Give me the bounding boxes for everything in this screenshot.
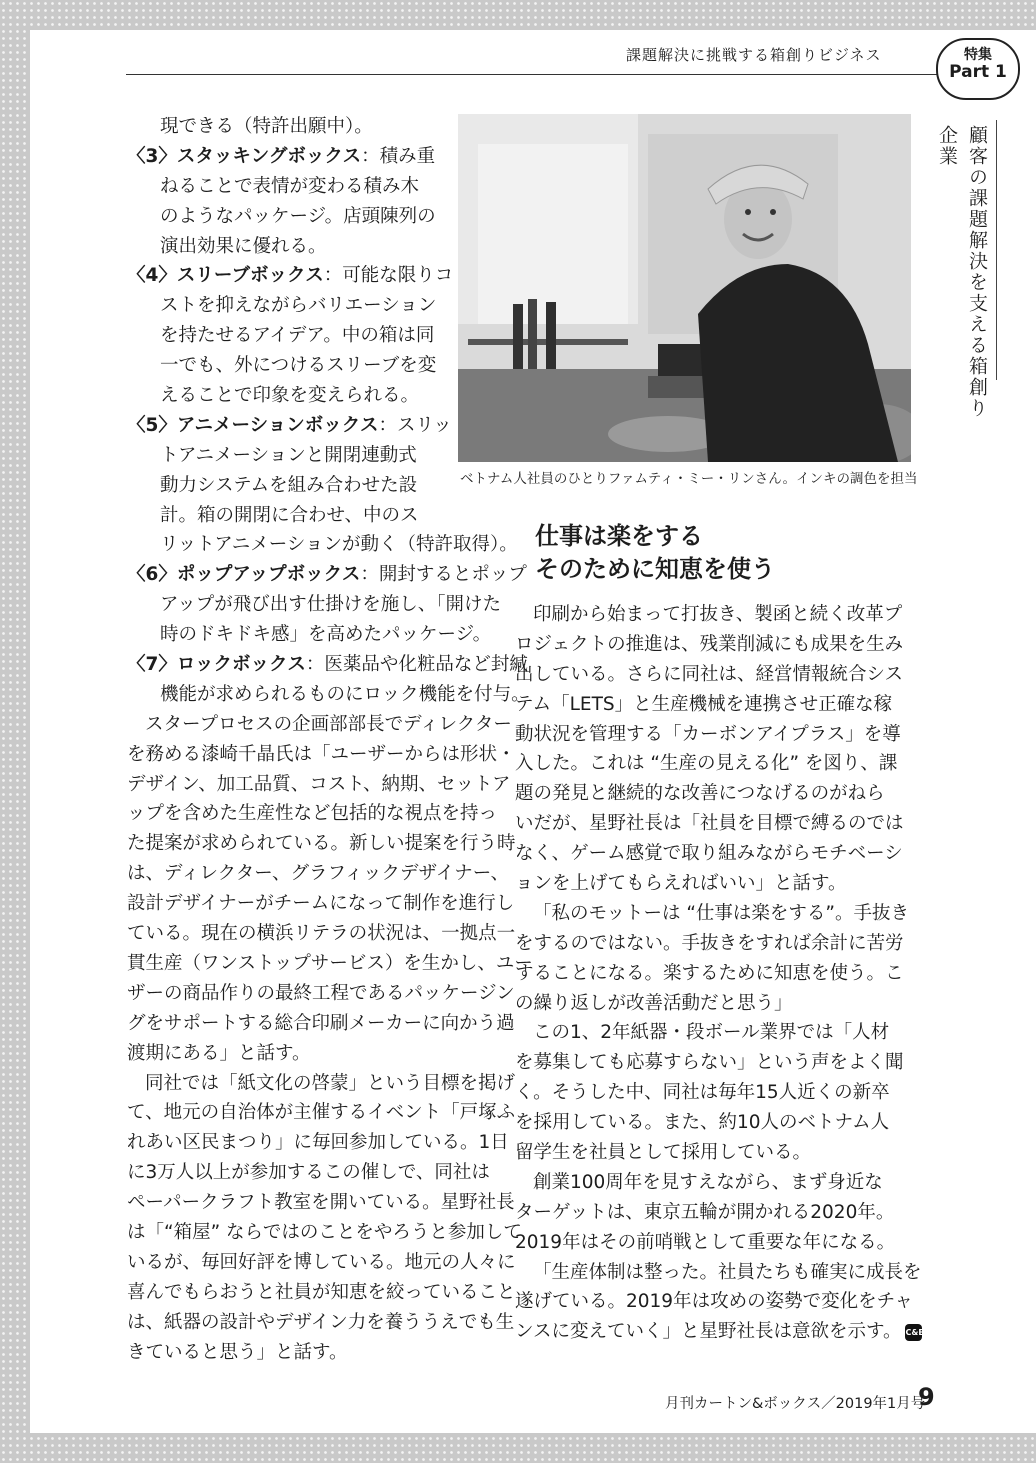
text-line <box>127 859 533 889</box>
end-mark-icon: C&B <box>905 1324 922 1341</box>
line-text: ップを含めた生産性など包括的な視点を持っ <box>127 803 498 825</box>
text-line <box>127 829 533 859</box>
line-text: 動状況を管理する「カーボンアイプラス」を導 <box>515 723 901 745</box>
text-line <box>127 1098 533 1128</box>
line-text: ：スリッ <box>378 414 452 436</box>
text-line <box>515 1317 925 1347</box>
text-line <box>127 1069 533 1099</box>
line-text: ザーの商品作りの最終工程であるパッケージン <box>127 982 515 1004</box>
line-text: 「私のモットーは “仕事は楽をする”。手抜き <box>533 902 909 924</box>
text-line <box>127 650 533 680</box>
publication-info: 月刊カートン&ボックス／2019年1月号 <box>665 1396 926 1412</box>
text-line <box>515 779 922 809</box>
photo-caption: ベトナム人社員のひとりファムティ・ミー・リンさん。インキの調色を担当 <box>460 471 918 487</box>
text-line <box>127 1128 533 1158</box>
text-line <box>127 919 533 949</box>
line-text: は、紙器の設計やデザイン力を養ううえでも生 <box>127 1311 515 1333</box>
line-text: く。そうした中、同社は毎年15人近くの新卒 <box>515 1082 890 1104</box>
item-label: 〈6〉ポップアップボックス <box>127 564 361 586</box>
text-line <box>127 620 533 650</box>
line-text: 現できる（特許出願中）。 <box>160 116 373 137</box>
text-line <box>127 1039 533 1069</box>
line-text: デザイン、加工品質、コスト、納期、セットア <box>127 773 511 795</box>
text-line <box>515 600 922 630</box>
line-text: 同社では「紙文化の啓蒙」という目標を掲げ <box>145 1072 516 1094</box>
text-line <box>515 1258 922 1288</box>
line-text: ：積み重 <box>361 145 436 167</box>
text-line <box>515 720 922 750</box>
line-text: えることで印象を変えられる。 <box>160 385 420 407</box>
line-text: れあい区民まつり」に毎回参加している。1日 <box>127 1132 509 1154</box>
line-text: リットアニメーションが動く（特許取得）。 <box>160 534 518 556</box>
text-line <box>515 869 922 899</box>
text-line <box>127 1338 533 1368</box>
text-line <box>515 1018 922 1048</box>
text-line <box>515 1287 922 1317</box>
text-line <box>515 899 922 929</box>
line-text: アップが飛び出す仕掛けを施し、「開けた <box>160 594 501 616</box>
line-text: をするのではない。手抜きをすれば余計に苦労 <box>515 932 904 954</box>
line-text: することになる。楽するために知恵を使う。こ <box>515 962 904 984</box>
text-line <box>127 590 533 620</box>
line-text: 貫生産（ワンストップサービス）を生かし、ユー <box>127 952 533 974</box>
staff-photo <box>458 114 911 462</box>
section-heading <box>535 520 775 586</box>
line-text: いだが、星野社長は「社員を目標で縛るのでは <box>515 813 904 835</box>
line-text: た提案が求められている。新しい提案を行う時 <box>127 833 516 855</box>
text-line <box>127 1248 533 1278</box>
vertical-rule <box>996 120 997 380</box>
page-number: 9 <box>918 1383 935 1411</box>
text-line <box>515 809 922 839</box>
text-line <box>515 1198 922 1228</box>
text-line <box>127 680 533 710</box>
heading-line-2: そのために知恵を使う <box>535 555 775 583</box>
text-line <box>515 989 922 1019</box>
line-text: 出している。さらに同社は、経営情報統合シス <box>515 663 903 685</box>
line-text: トアニメーションと開閉連動式 <box>160 444 417 466</box>
line-text: なく、ゲーム感覚で取り組みながらモチベーシ <box>515 843 903 865</box>
line-text: を採用している。また、約10人のベトナム人 <box>515 1112 890 1134</box>
text-line <box>127 560 533 590</box>
text-line <box>515 1108 922 1138</box>
magazine-page <box>30 30 1036 1433</box>
text-line <box>515 959 922 989</box>
text-line <box>515 1138 922 1168</box>
text-line <box>127 770 533 800</box>
line-text: 入した。これは “生産の見える化” を図り、課 <box>515 753 898 775</box>
line-text: ：医薬品や化粧品など封緘 <box>305 654 528 676</box>
line-text: の繰り返しが改善活動だと思う」 <box>515 992 793 1014</box>
text-line <box>127 1158 533 1188</box>
badge-label: 特集 <box>964 47 992 63</box>
line-text: を持たせるアイデア。中の箱は同 <box>160 325 435 347</box>
line-text: 2019年はその前哨戦として重要な年になる。 <box>515 1231 896 1253</box>
text-line <box>515 839 922 869</box>
text-line <box>515 1168 922 1198</box>
line-text: 渡期にある」と話す。 <box>127 1042 311 1064</box>
text-line <box>127 1278 533 1308</box>
line-text: は「“箱屋” ならではのことをやろうと参加して <box>127 1221 522 1243</box>
badge-part: Part 1 <box>949 62 1007 83</box>
line-text: 喜んでもらおうと社員が知恵を絞っていること <box>127 1281 516 1303</box>
line-text: 計。箱の開閉に合わせ、中のス <box>160 504 419 526</box>
line-text: ロジェクトの推進は、残業削減にも成果を生み <box>515 633 904 655</box>
line-text: ：可能な限りコ <box>323 265 454 287</box>
item-label: 〈5〉アニメーションボックス <box>127 414 379 436</box>
series-title: 課題解決に挑戦する箱創りビジネス <box>626 46 882 64</box>
line-text: は、ディレクター、グラフィックデザイナー、 <box>127 863 510 885</box>
line-text: を募集しても応募すらない」という声をよく聞 <box>515 1052 904 1074</box>
text-line <box>127 979 533 1009</box>
text-line <box>127 799 533 829</box>
line-text: ターゲットは、東京五輪が開かれる2020年。 <box>515 1201 895 1223</box>
photo-illustration <box>458 114 911 462</box>
text-line <box>127 710 533 740</box>
text-line <box>127 530 533 560</box>
item-label: 〈3〉スタッキングボックス <box>127 145 362 167</box>
text-line <box>515 1078 922 1108</box>
line-text: 「生産体制は整った。社員たちも確実に成長を <box>533 1261 922 1283</box>
line-text: ョンを上げてもらえればいい」と話す。 <box>515 873 847 895</box>
line-text: ンスに変えていく」と星野社長は意欲を示す。 <box>515 1321 902 1343</box>
text-line <box>127 1308 533 1338</box>
line-text: スタープロセスの企画部部長でディレクター <box>145 713 512 735</box>
line-text: 時のドキドキ感」を高めたパッケージ。 <box>160 624 492 646</box>
feature-badge <box>936 38 1020 100</box>
line-text: を務める漆崎千晶氏は「ユーザーからは形状・ <box>127 743 516 765</box>
text-line <box>515 929 922 959</box>
line-text: グをサポートする総合印刷メーカーに向かう過 <box>127 1012 515 1034</box>
text-line <box>127 501 533 531</box>
line-text: ている。現在の横浜リテラの状況は、一拠点一 <box>127 923 516 945</box>
line-text: 題の発見と継続的な改善につなげるのがねら <box>515 783 885 805</box>
line-text: て、地元の自治体が主催するイベント「戸塚ふ <box>127 1102 516 1124</box>
line-text: 創業100周年を見すえながら、まず身近な <box>533 1171 883 1193</box>
heading-line-1: 仕事は楽をする <box>535 522 703 550</box>
line-text: 一でも、外につけるスリーブを変 <box>160 355 437 377</box>
line-text: ねることで表情が変わる積み木 <box>160 175 420 197</box>
line-text: ペーパークラフト教室を開いている。星野社長 <box>127 1192 515 1214</box>
line-text: 印刷から始まって打抜き、製函と続く改革プ <box>533 604 903 625</box>
text-line <box>127 1218 533 1248</box>
text-line <box>127 740 533 770</box>
text-line <box>127 1188 533 1218</box>
text-line <box>515 1048 922 1078</box>
line-text: ストを抑えながらバリエーション <box>160 295 437 317</box>
text-line <box>127 949 533 979</box>
text-line <box>515 1228 922 1258</box>
line-text: いるが、毎回好評を博している。地元の人々に <box>127 1251 516 1273</box>
line-text: 演出効果に優れる。 <box>160 235 327 257</box>
text-line <box>515 749 922 779</box>
line-text: 動力システムを組み合わせた設 <box>160 474 418 496</box>
line-text: ：開封するとポップ <box>360 564 527 586</box>
line-text: に3万人以上が参加するこの催しで、同社は <box>127 1162 490 1184</box>
line-text: のようなパッケージ。店頭陳列の <box>160 205 436 227</box>
line-text: きていると思う」と話す。 <box>127 1341 348 1363</box>
text-line <box>127 889 533 919</box>
header-rule <box>126 74 956 75</box>
right-column <box>515 600 925 1347</box>
text-line <box>515 690 922 720</box>
line-text: 設計デザイナーがチームになって制作を進行し <box>127 893 515 915</box>
vertical-section-title: 顧客の課題解決を支える箱創り企業 <box>936 125 988 419</box>
text-line <box>127 1009 533 1039</box>
line-text: テム「LETS」と生産機械を連携させ正確な稼 <box>515 693 893 715</box>
item-label: 〈7〉ロックボックス <box>127 654 306 676</box>
line-text: 留学生を社員として採用している。 <box>515 1142 812 1164</box>
item-label: 〈4〉スリーブボックス <box>127 265 324 287</box>
text-line <box>515 660 922 690</box>
line-text: 機能が求められるものにロック機能を付与。 <box>160 683 530 705</box>
line-text: この1、2年紙器・段ボール業界では「人材 <box>533 1022 890 1044</box>
line-text: 遂げている。2019年は攻めの姿勢で変化をチャ <box>515 1291 914 1313</box>
text-line <box>515 630 922 660</box>
